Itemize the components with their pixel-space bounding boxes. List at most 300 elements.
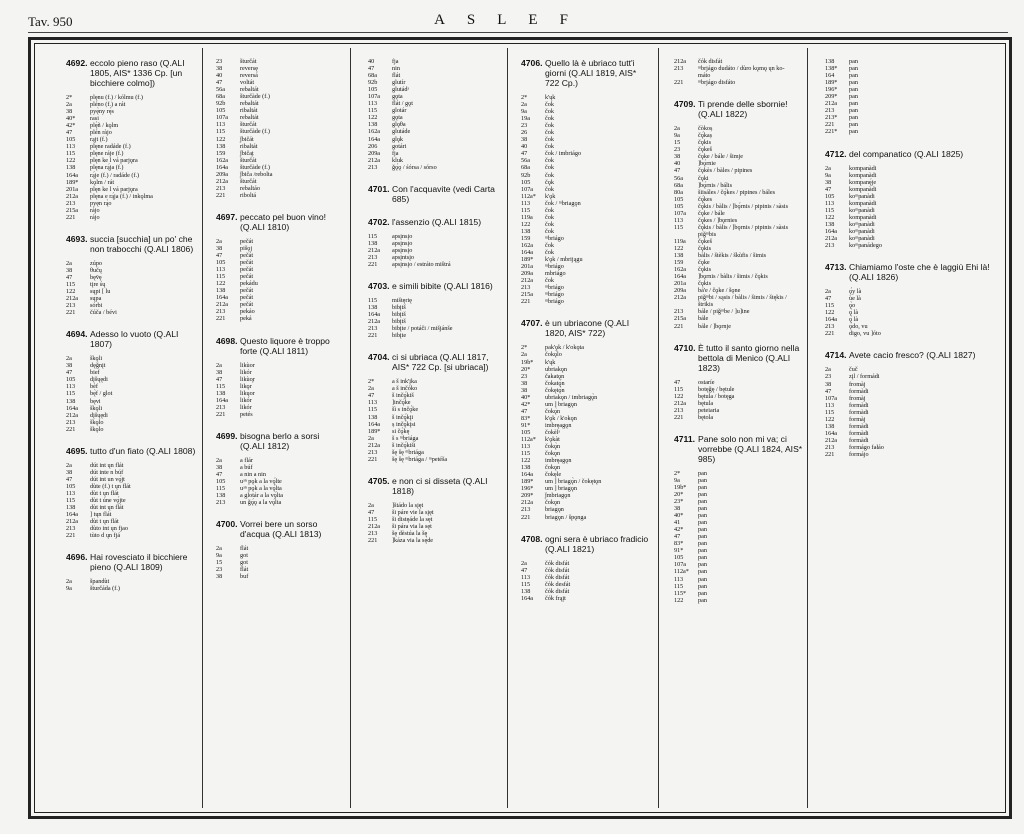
dialect-form: čokętǫ̀n xyxy=(545,386,565,394)
point-number: 138 xyxy=(825,220,835,228)
point-number: 164a xyxy=(521,471,534,479)
dialect-row xyxy=(368,93,500,100)
dialect-row xyxy=(368,164,500,171)
dialect-row xyxy=(66,200,196,207)
dialect-row xyxy=(216,266,344,273)
dialect-row xyxy=(216,107,344,114)
dialect-row xyxy=(825,228,1001,235)
dialect-form: pečát xyxy=(240,252,254,260)
dialect-row xyxy=(66,483,196,490)
dialect-row xyxy=(674,217,804,224)
dialect-form: čǫkis xyxy=(698,139,712,147)
dialect-form: šę šę ᵐbriága xyxy=(392,448,424,456)
dialect-form: dùto int ųn fjao xyxy=(90,525,128,533)
dialect-row xyxy=(825,114,1001,121)
point-number: 107a xyxy=(674,209,687,217)
point-number: 209a xyxy=(674,287,687,295)
dialect-row xyxy=(521,394,652,401)
entry-title: Adesso lo vuoto (Q.ALI 1807) xyxy=(90,329,179,350)
point-number: 83* xyxy=(674,540,684,548)
dialect-row xyxy=(66,405,196,412)
dialect-form: čok xyxy=(545,136,554,144)
dialect-form: k'ųk xyxy=(545,358,556,366)
point-number: 38 xyxy=(521,136,528,144)
entry xyxy=(216,58,344,199)
dialect-row xyxy=(368,428,500,435)
point-number: 91* xyxy=(521,421,531,429)
point-number: 2a xyxy=(825,366,831,374)
point-number: 115 xyxy=(674,385,684,393)
dialect-form: dút inte n búf xyxy=(90,468,124,476)
point-number: 213 xyxy=(674,65,684,73)
point-number: 164a xyxy=(368,420,381,428)
dialect-row xyxy=(368,385,500,392)
entry xyxy=(66,446,196,540)
column-divider xyxy=(658,48,659,808)
point-number: 213 xyxy=(216,403,226,411)
point-number: 2* xyxy=(368,378,375,386)
dialect-form: reversę xyxy=(240,65,258,73)
dialect-row xyxy=(825,242,1001,249)
dialect-row xyxy=(825,323,1001,330)
dialect-row xyxy=(521,242,652,249)
dialect-form: ]bǫrnis / bàlis / šimis / čǫkis xyxy=(698,273,768,281)
dialect-form: bále / piǧᵐbe / ]u]ine xyxy=(698,308,750,316)
point-number: 215a xyxy=(66,206,79,214)
entry xyxy=(521,534,652,602)
point-number: 113 xyxy=(674,575,684,583)
point-number: 138 xyxy=(216,287,226,295)
dialect-row xyxy=(368,318,500,325)
dialect-row xyxy=(216,192,344,199)
point-number: 47 xyxy=(368,392,375,400)
point-number: 113 xyxy=(216,266,226,274)
point-number xyxy=(674,72,698,79)
dialect-form: pan xyxy=(698,469,707,477)
dialect-row xyxy=(825,214,1001,221)
point-number: 2* xyxy=(521,94,528,101)
point-number: 47 xyxy=(66,369,73,377)
dialect-row xyxy=(216,280,344,287)
dialect-row xyxy=(825,107,1001,114)
point-number: 68a xyxy=(521,164,530,172)
dialect-form: glutír xyxy=(392,79,406,87)
entry-number: 4695. xyxy=(66,445,88,456)
point-number: 40* xyxy=(521,393,531,401)
dialect-row xyxy=(521,291,652,298)
dialect-form: ǰbiča̧t xyxy=(240,149,254,157)
dialect-row xyxy=(674,533,804,540)
dialect-row xyxy=(674,58,804,65)
entry-heading xyxy=(674,343,804,373)
dialect-row xyxy=(368,392,500,399)
entry-heading xyxy=(368,281,500,291)
dialect-row xyxy=(66,497,196,504)
dialect-form: dįšųędi xyxy=(90,376,108,384)
dialect-form: botęǧę / bętule xyxy=(698,385,735,393)
dialect-row xyxy=(674,280,804,287)
point-number: 2* xyxy=(674,469,681,477)
dialect-form: koᵐpanàdi xyxy=(849,234,875,242)
plate-number: Tav. 950 xyxy=(28,14,73,29)
entry-title: Con l'acquavite (vedi Carta 685) xyxy=(392,183,495,204)
dialect-row xyxy=(66,150,196,157)
dialect-row xyxy=(521,560,652,567)
dialect-row xyxy=(521,172,652,179)
dialect-row xyxy=(825,444,1001,451)
point-number: 38 xyxy=(216,65,223,73)
dialect-form: štrikis xyxy=(698,301,714,309)
point-number: 221 xyxy=(674,413,684,421)
dialect-form: škǫli xyxy=(90,355,103,363)
dialect-row xyxy=(216,301,344,308)
point-number: 213 xyxy=(216,499,226,507)
dialect-form: tįre śų xyxy=(90,280,106,288)
dialect-form: bibįte / potáči / mišjánše xyxy=(392,325,453,333)
point-number: 9a xyxy=(825,171,831,179)
dialect-form: čok xyxy=(545,108,554,116)
point-number: 122 xyxy=(368,114,378,122)
dialect-row xyxy=(521,514,652,521)
dialect-form: bief xyxy=(90,369,100,377)
point-number: 138 xyxy=(521,227,531,235)
point-number: 213* xyxy=(825,114,838,122)
dialect-row xyxy=(368,65,500,72)
dialect-form: šturčát xyxy=(240,121,257,129)
point-number: 212a xyxy=(216,177,229,185)
point-number: 213 xyxy=(368,325,378,333)
point-number: 38 xyxy=(216,573,223,581)
entry-title: eccolo pieno raso (Q.ALI 1805, AIS* 1336 Cp. [un bicchiere colmo]) xyxy=(90,58,185,88)
point-number: 221 xyxy=(216,410,226,418)
dialect-form: koᵐpanàdi xyxy=(849,220,875,228)
dialect-form: čok xyxy=(545,249,554,257)
point-number: 115 xyxy=(66,150,76,158)
entry xyxy=(368,476,500,544)
dialect-row xyxy=(66,585,196,592)
dialect-row xyxy=(674,590,804,597)
dialect-row xyxy=(368,442,500,449)
entry-heading xyxy=(216,212,344,232)
point-number xyxy=(674,301,698,308)
point-number: 47 xyxy=(66,475,73,483)
point-number: 47 xyxy=(674,167,681,175)
point-number: 38 xyxy=(216,368,223,376)
dialect-form: bibįtš xyxy=(392,304,406,312)
point-number: 209a xyxy=(368,149,381,157)
dialect-form: čǫkeš xyxy=(698,237,713,245)
dialect-row xyxy=(674,505,804,512)
dialect-form: čokèlᵃ xyxy=(545,428,561,436)
entry xyxy=(368,184,500,204)
point-number: 20* xyxy=(674,490,684,498)
point-number: 107a xyxy=(674,561,687,569)
dialect-row xyxy=(825,373,1001,380)
dialect-form: ǰbiča /rebolta xyxy=(240,170,273,178)
dialect-row xyxy=(674,498,804,505)
dialect-form: likǫr xyxy=(240,382,252,390)
dialect-row xyxy=(521,94,652,101)
dialect-row xyxy=(674,519,804,526)
dialect-form: peteiaria xyxy=(698,406,720,414)
dialect-row xyxy=(674,301,804,308)
dialect-row xyxy=(216,164,344,171)
dialect-row xyxy=(521,136,652,143)
point-number: 221 xyxy=(368,332,378,340)
dialect-row xyxy=(66,179,196,186)
dialect-row xyxy=(521,359,652,366)
dialect-form: glotár xyxy=(392,107,407,115)
dialect-row xyxy=(825,288,1001,295)
dialect-row xyxy=(216,362,344,369)
point-number: 83* xyxy=(521,414,531,422)
dialect-row xyxy=(674,79,804,86)
dialect-form: pan xyxy=(698,582,707,590)
dialect-form: pečát xyxy=(240,294,254,302)
dialect-form: ]bǫ́rnis / bális xyxy=(698,181,733,189)
dialect-form: piǧᵐbi / sąsis / bàlis / šimis / štękis / xyxy=(698,294,787,302)
point-number: 92b xyxy=(216,100,226,108)
dialect-form: š inčǫ́kiš xyxy=(392,392,414,400)
dialect-form: um ] briagǫ̀n / čokętǫn xyxy=(545,478,602,486)
dialect-form: got xyxy=(240,559,248,567)
point-number: 138 xyxy=(368,413,378,421)
point-number: 159 xyxy=(216,149,226,157)
dialect-form: čǫki xyxy=(698,174,709,182)
point-number: 221 xyxy=(368,537,378,545)
dialect-form: imbręagǫn xyxy=(545,457,572,465)
dialect-form: pak'ǫk / k'okǫta xyxy=(545,344,585,352)
entry xyxy=(368,217,500,268)
dialect-form: čokǫn xyxy=(545,464,561,472)
dialect-row xyxy=(368,136,500,143)
point-number: 215a xyxy=(521,291,534,299)
point-number: 56a xyxy=(216,86,225,94)
dialect-row xyxy=(674,470,804,477)
dialect-row xyxy=(521,179,652,186)
dialect-form: pan xyxy=(698,526,707,534)
point-number: 213 xyxy=(368,163,378,171)
point-number: 38 xyxy=(521,386,528,394)
entry-title: Ti prende delle sbornie! (Q.ALI 1822) xyxy=(698,99,788,120)
point-number: 68a xyxy=(368,72,377,80)
dialect-form: pekáo xyxy=(240,308,255,316)
dialect-form: čók frąįt xyxy=(545,594,566,602)
dialect-row xyxy=(521,129,652,136)
point-number: 9a xyxy=(521,108,527,116)
dialect-row xyxy=(216,552,344,559)
dialect-form: ǧǫ́ǫ / śórsa / sórso xyxy=(392,163,437,171)
entry xyxy=(66,329,196,433)
dialect-row xyxy=(521,249,652,256)
column-divider xyxy=(350,48,351,808)
dialect-form: ș inčǫ́kįsi xyxy=(392,420,416,428)
point-number: 20* xyxy=(521,365,531,373)
point-number: 138 xyxy=(521,587,531,595)
dialect-row xyxy=(368,414,500,421)
dialect-form: rebaltát xyxy=(240,100,259,108)
point-number: 164a xyxy=(674,273,687,281)
dialect-form: bá'e / čǫke / šǫne xyxy=(698,287,741,295)
dialect-row xyxy=(66,511,196,518)
dialect-row xyxy=(216,128,344,135)
dialect-form: pan xyxy=(849,107,858,115)
point-number: 122 xyxy=(674,392,684,400)
dialect-row xyxy=(825,100,1001,107)
dialect-row xyxy=(66,518,196,525)
point-number: 122 xyxy=(674,244,684,252)
dialect-form: rájo xyxy=(90,213,100,221)
point-number: 2a xyxy=(66,461,72,469)
dialect-form: čǫk xyxy=(545,178,554,186)
point-number: 221 xyxy=(368,455,378,463)
dialect-form: likųor xyxy=(240,389,255,397)
entry xyxy=(216,212,344,323)
dialect-form: a š inčóko xyxy=(392,385,418,393)
point-number: 112a* xyxy=(521,192,536,200)
dialect-row xyxy=(674,259,804,266)
column xyxy=(674,58,804,617)
entry-number: 4702. xyxy=(368,216,390,227)
dialect-row xyxy=(674,294,804,301)
point-number: 26 xyxy=(521,129,528,137)
dialect-form: reversá xyxy=(240,72,258,80)
dialect-form: a nin a nin xyxy=(240,470,266,478)
dialect-row xyxy=(216,273,344,280)
dialect-row xyxy=(368,406,500,413)
dialect-row xyxy=(674,238,804,245)
dialect-row xyxy=(521,506,652,513)
entry-heading xyxy=(66,446,196,456)
point-number: 23 xyxy=(216,566,223,574)
point-number: 138 xyxy=(368,239,378,247)
dialect-row xyxy=(368,100,500,107)
dialect-form: briagǫn xyxy=(545,506,564,514)
dialect-row xyxy=(674,568,804,575)
point-number: 212a xyxy=(674,58,687,65)
dialect-form: šì s inčǫ́ke xyxy=(392,406,419,414)
point-number: 2a xyxy=(216,361,222,369)
dialect-form: ubriakǫn xyxy=(545,365,567,373)
point-number: 138 xyxy=(216,142,226,150)
entry-title: Chiamiamo l'oste che è laggiù Ehi là! (Q.ALI 1826) xyxy=(849,262,990,283)
dialect-form: fja xyxy=(392,149,399,157)
point-number: 196* xyxy=(825,86,838,94)
dialect-row xyxy=(674,139,804,146)
dialect-row xyxy=(66,476,196,483)
dialect-row xyxy=(66,94,196,101)
dialect-row xyxy=(674,407,804,414)
entry-title: succia [succhia] un po' che non trabocchi (Q.ALI 1806) xyxy=(90,233,194,254)
point-number: 2a xyxy=(674,125,680,133)
point-number: 23* xyxy=(674,498,684,506)
point-number: 221 xyxy=(825,450,835,458)
point-number: 68a xyxy=(216,93,225,101)
dialect-form: pan xyxy=(698,568,707,576)
dialect-form: pan xyxy=(849,79,858,87)
entry-number: 4707. xyxy=(521,318,543,329)
dialect-row xyxy=(368,157,500,164)
dialect-form: čokǫ̀n xyxy=(545,443,561,451)
dialect-form: dút int un vǫ́jt xyxy=(90,475,125,483)
dialect-form: gǫta xyxy=(392,114,403,122)
dialect-form: čǫke / bále xyxy=(698,209,725,217)
dialect-form: šturčát xyxy=(240,177,257,185)
point-number: 164a xyxy=(521,249,534,257)
point-number: 40 xyxy=(521,143,528,151)
dialect-form: zúpo xyxy=(90,259,103,267)
point-number: 213 xyxy=(825,242,835,250)
dialect-row xyxy=(216,369,344,376)
dialect-form: bętola xyxy=(698,413,714,421)
point-number: 113 xyxy=(368,399,378,407)
point-number: 2a xyxy=(216,456,222,464)
dialect-form: dút int ųn flát xyxy=(90,461,124,469)
dialect-row xyxy=(674,65,804,72)
dialect-form: flát xyxy=(392,72,401,80)
point-number: 221 xyxy=(66,309,76,317)
point-number: 196* xyxy=(521,485,534,493)
point-number: 47 xyxy=(521,407,528,415)
dialect-row xyxy=(216,252,344,259)
point-number: 47 xyxy=(216,252,223,260)
dialect-form: fromàj xyxy=(849,394,866,402)
point-number: 213 xyxy=(66,302,76,310)
point-number: 213 xyxy=(66,525,76,533)
dialect-row xyxy=(521,380,652,387)
entry-number: 4705. xyxy=(368,475,390,486)
point-number: 189* xyxy=(521,256,534,264)
column-divider xyxy=(202,48,203,808)
dialect-form: bále / ]bǫrnje xyxy=(698,322,731,330)
dialect-row xyxy=(674,210,804,217)
dialect-row xyxy=(674,196,804,203)
point-number: 38 xyxy=(66,266,73,274)
dialect-form: bęvi xyxy=(90,397,101,405)
dialect-form: dùt t ųn flát xyxy=(90,518,119,526)
dialect-form: čakatǫn xyxy=(545,372,565,380)
header-rule xyxy=(28,32,1008,33)
dialect-row xyxy=(825,366,1001,373)
point-number: 105 xyxy=(216,478,226,486)
dialect-row xyxy=(825,388,1001,395)
point-number: 189* xyxy=(368,427,381,435)
entry-number: 4711. xyxy=(674,433,696,444)
point-number: 47 xyxy=(674,533,681,541)
dialect-row xyxy=(368,502,500,509)
dialect-row xyxy=(825,93,1001,100)
point-number: 40 xyxy=(368,58,375,65)
dialect-row xyxy=(368,72,500,79)
point-number: 38 xyxy=(216,463,223,471)
point-number: 162a xyxy=(674,266,687,274)
dialect-row xyxy=(368,325,500,332)
point-number: 119a xyxy=(674,237,686,245)
point-number: 122 xyxy=(66,288,76,296)
dialect-form: dùt int ųn flát xyxy=(90,504,124,512)
dialect-row xyxy=(216,287,344,294)
point-number: 47 xyxy=(521,150,528,158)
entry-number: 4692. xyxy=(66,58,88,68)
dialect-row xyxy=(66,383,196,390)
entry-heading xyxy=(674,434,804,464)
dialect-row xyxy=(825,409,1001,416)
entry-number: 4698. xyxy=(216,335,238,346)
point-number: 47 xyxy=(66,273,73,281)
point-number: 221 xyxy=(216,191,226,199)
dialect-row xyxy=(216,72,344,79)
point-number: 2a xyxy=(368,434,374,442)
